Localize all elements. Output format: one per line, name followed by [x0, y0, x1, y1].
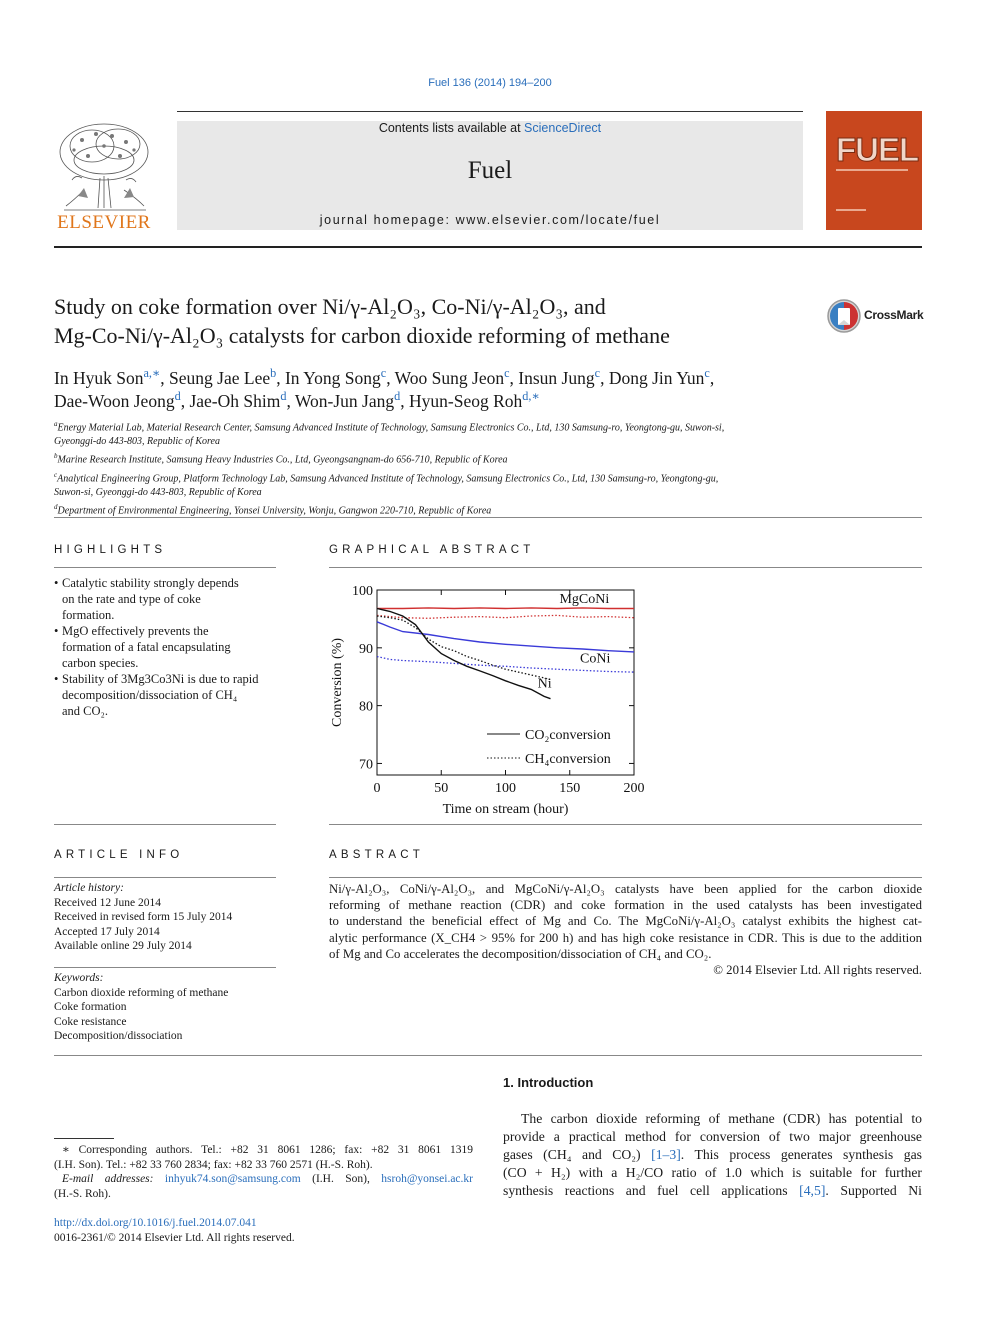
divider [329, 567, 922, 568]
divider [54, 967, 276, 968]
author-affiliation-marker[interactable]: c [504, 366, 510, 380]
copyright: © 2014 Elsevier Ltd. All rights reserved. [713, 963, 922, 978]
article-info-heading: ARTICLE INFO [54, 849, 184, 861]
divider [54, 567, 276, 568]
keyword: Decomposition/dissociation [54, 1030, 183, 1043]
divider [329, 824, 922, 825]
cover-decoration [836, 169, 908, 171]
article-title: Study on coke formation over Ni/γ-Al₂O₃, Co-Ni/γ-Al₂O₃, and Mg-Co-Ni/γ-Al₂O₃ catalysts for carbon dioxide reforming of methane [54, 294, 670, 348]
y-tick-label: 90 [359, 641, 373, 657]
series-line-coni-solid [377, 622, 634, 652]
abstract-text: Ni/γ-Al₂O₃, CoNi/γ-Al₂O₃, and MgCoNi/γ-Al₂O₃ catalysts have been applied for the carbon dioxide reforming of methane reaction (CDR) and coke formation in the used catalysts has been investigated to understand the beneficial effect of Mg and Co. The MgCoNi/γ-Al₂O₃ catalyst exhibits the highest cat- alytic performance (X_CH4 > 95% for 200 h) and has high coke resistance in CDR. This is due to the addition of Mg and Co accelerates the decomposition/dissociation of CH₄ and CO₂. © 2014 Elsevier Ltd. All rights reserved. [329, 882, 922, 978]
y-tick-label: 100 [352, 584, 373, 599]
doi-block: http://dx.doi.org/10.1016/j.fuel.2014.07.041 0016-2361/© 2014 Elsevier Ltd. All rights reserved. [54, 1216, 473, 1245]
x-tick-label: 150 [559, 781, 581, 796]
keyword: Coke resistance [54, 1015, 127, 1028]
author-name[interactable]: Won-Jun Jang [294, 390, 395, 411]
crossmark-icon [826, 298, 862, 334]
keyword: Coke formation [54, 1001, 127, 1014]
crossmark-label: CrossMark [864, 308, 924, 322]
authors-line-2: Dae-Woon Jeong$^d$, Jae-Oh Shim$^d$, Won-Jun Jang$^d$, Hyun-Seog Roh$^{d,∗}$ [54, 389, 540, 411]
elsevier-logo[interactable] [54, 120, 154, 235]
footnote-rule [54, 1138, 114, 1139]
journal-name: Fuel [467, 157, 513, 184]
annotation-coni: CoNi [580, 651, 611, 667]
sciencedirect-link[interactable]: ScienceDirect [524, 121, 602, 135]
affiliation-d: $^d$Department of Environmental Engineering, Yonsei University, Wonju, Gangwon 220-710, Republic of Korea [54, 502, 492, 517]
author-name[interactable]: Insun Jung [518, 367, 595, 388]
divider [54, 517, 922, 518]
author-affiliation-marker[interactable]: c [594, 366, 601, 380]
masthead-rule-top [177, 111, 803, 112]
divider [54, 1055, 922, 1056]
x-tick-label: 0 [373, 781, 381, 796]
author-name[interactable]: In Hyuk Son [54, 367, 144, 388]
author-affiliation-marker[interactable]: d,∗ [522, 389, 540, 403]
affiliation-c-cont: Suwon-si, Gyeonggi-do 443-803, Republic of Korea [54, 486, 262, 498]
x-tick-label: 200 [623, 781, 645, 796]
author-affiliation-marker[interactable]: d [174, 389, 181, 403]
keyword: Carbon dioxide reforming of methane [54, 986, 229, 999]
graphical-abstract-heading: GRAPHICAL ABSTRACT [329, 544, 535, 556]
author-name[interactable]: Dong Jin Yun [608, 367, 705, 388]
keywords: Keywords: Carbon dioxide reforming of methane Coke formation Coke resistance Decomposition/dissociation [54, 971, 276, 1044]
citation-link[interactable]: [4,5] [799, 1183, 826, 1198]
abstract-heading: ABSTRACT [329, 849, 424, 861]
homepage-line: journal homepage: www.elsevier.com/locate/fuel [319, 213, 661, 227]
author-name[interactable]: Seung Jae Lee [169, 367, 271, 388]
divider [54, 824, 276, 825]
crossmark-button[interactable] [826, 298, 922, 334]
article-history: Article history: Received 12 June 2014 Received in revised form 15 July 2014 Accepted 17 July 2014 Available online 29 July 2014 [54, 882, 233, 953]
author-affiliation-marker[interactable]: c [380, 366, 387, 380]
email-link[interactable]: hsroh@yonsei.ac.kr [381, 1173, 473, 1186]
elsevier-tree-icon [54, 120, 154, 215]
series-line-mgconi-dotted [377, 615, 634, 618]
bullet-icon: • [54, 624, 59, 638]
authors-line-1: In Hyuk Son$^{a,∗}$, Seung Jae Lee$^b$, In Yong Song$^c$, Woo Sung Jeon$^c$, Insun Jung$^c$, Dong Jin Yun$^c$, [54, 366, 715, 388]
series-line-ni-dotted [377, 616, 551, 680]
highlight-item: • Catalytic stability strongly depends on the rate and type of coke formation. [54, 576, 239, 622]
highlights-heading: HIGHLIGHTS [54, 544, 167, 556]
bullet-icon: • [54, 576, 59, 590]
introduction-text: The carbon dioxide reforming of methane (CDR) has potential to provide a practical method for conversion of two major greenhouse gases (CH₄ and CO₂) [1–3]. This process generates synthesis gas (CO + H₂) with a H₂/CO ratio of 1.0 which is suitable for further synthesis reactions and fuel cell applications [4,5]. Supported Ni [503, 1111, 923, 1198]
author-affiliation-marker[interactable]: c [704, 366, 710, 380]
legend-label-co2: CO₂conversion [525, 728, 611, 743]
affiliation-a-cont: Gyeonggi-do 443-803, Republic of Korea [54, 436, 220, 448]
journal-cover-thumbnail[interactable] [826, 111, 922, 230]
y-tick-label: 70 [359, 757, 373, 773]
introduction-heading: 1. Introduction [503, 1075, 594, 1090]
y-tick-label: 80 [359, 699, 373, 715]
highlight-item: • Stability of 3Mg3Co3Ni is due to rapid decomposition/dissociation of CH₄ and CO₂. [54, 672, 259, 718]
affiliation-c: $^c$Analytical Engineering Group, Platform Technology Lab, Samsung Advanced Institute of Technology, Samsung Electronics Co., Ltd, 130 Samsung-ro, Yeongtong-gu, [54, 470, 719, 484]
highlights-list [54, 575, 279, 719]
divider [54, 877, 276, 878]
affiliations [54, 417, 914, 518]
elsevier-wordmark: ELSEVIER [57, 212, 151, 233]
masthead-rule-bottom [54, 246, 922, 248]
series-line-mgconi-solid [377, 608, 634, 609]
doi-link[interactable]: http://dx.doi.org/10.1016/j.fuel.2014.07.041 [54, 1217, 257, 1229]
author-name[interactable]: Hyun-Seog Roh [409, 390, 523, 411]
cover-decoration [836, 209, 866, 211]
author-name[interactable]: Dae-Woon Jeong [54, 390, 175, 411]
annotation-mgconi: MgCoNi [559, 591, 610, 607]
author-name[interactable]: Woo Sung Jeon [394, 367, 505, 388]
divider [329, 877, 922, 878]
email-link[interactable]: inhyuk74.son@samsung.com [164, 1173, 301, 1186]
cover-title: FUEL [836, 131, 919, 168]
graphical-abstract-chart [320, 572, 660, 822]
affiliation-b: $^b$Marine Research Institute, Samsung Heavy Industries Co., Ltd, Gyeongsangnam-do 656-710, Republic of Korea [54, 452, 508, 466]
x-tick-label: 100 [495, 781, 516, 796]
author-name[interactable]: In Yong Song [284, 367, 381, 388]
affiliation-a: $^a$Energy Material Lab, Material Research Center, Samsung Advanced Institute of Technology, Samsung Electronics Co., Ltd, 130 Samsung-ro, Yeongtong-gu, Suwon-si, [54, 420, 725, 434]
legend-label-ch4: CH₄conversion [525, 752, 611, 767]
series-line-ni-solid [377, 609, 551, 699]
citation-link[interactable]: [1–3] [651, 1147, 681, 1162]
x-axis-label: Time on stream (hour) [442, 802, 569, 817]
citation[interactable]: Fuel 136 (2014) 194–200 [428, 77, 552, 89]
author-affiliation-marker[interactable]: a,∗ [143, 366, 161, 380]
author-affiliation-marker[interactable]: d [280, 389, 287, 403]
x-tick-label: 50 [434, 781, 449, 796]
annotation-ni: Ni [537, 676, 552, 692]
highlight-item: • MgO effectively prevents the formation of a fatal encapsulating carbon species. [54, 624, 231, 670]
footnotes: ∗ Corresponding authors. Tel.: +82 31 8061 1286; fax: +82 31 8061 1319 (I.H. Son). Tel.: +82 33 760 2834; fax: +82 33 760 2571 (H.-S. Roh). E-mail addresses: inhyuk74.son@samsung.com (I.H. Son), hsroh@yonsei.ac.kr (H.-S. Roh). [54, 1144, 473, 1200]
author-affiliation-marker[interactable]: b [270, 366, 277, 380]
bullet-icon: • [54, 672, 59, 686]
contents-line: Contents lists available at ScienceDirect [378, 121, 602, 135]
author-name[interactable]: Jae-Oh Shim [189, 390, 281, 411]
author-affiliation-marker[interactable]: d [394, 389, 401, 403]
y-axis-label: Conversion (%) [330, 637, 345, 728]
homepage-url[interactable]: www.elsevier.com/locate/fuel [455, 213, 661, 227]
